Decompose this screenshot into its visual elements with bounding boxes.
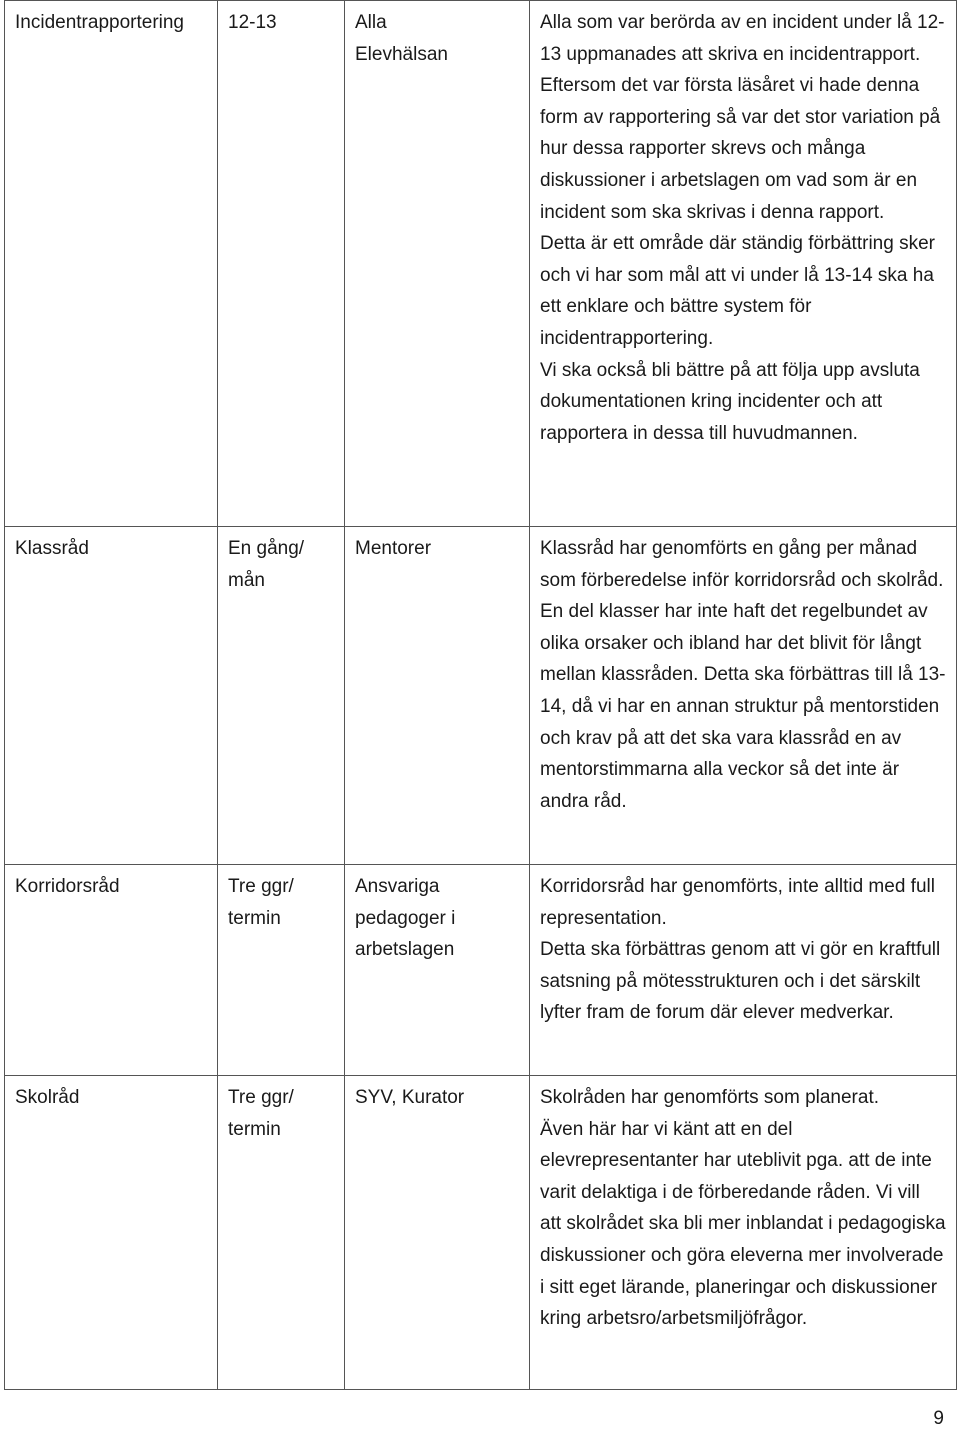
activity-cell: Korridorsråd xyxy=(5,865,218,1076)
table-row xyxy=(5,1076,957,1390)
comment-cell xyxy=(530,1,957,527)
responsible-cell xyxy=(345,527,530,865)
responsible-text: Mentorer xyxy=(355,538,432,559)
responsible-cell xyxy=(345,865,530,1076)
comment-paragraph: Detta är ett område där ständig förbättring sker och vi har som mål att vi under lå 13-14 ska ha ett enklare och bättre system för incidentrapportering. xyxy=(540,233,935,349)
responsible-cell xyxy=(345,1,530,527)
activity-cell: Klassråd xyxy=(5,527,218,865)
comment-paragraph: Vi ska också bli bättre på att följa upp avsluta dokumentationen kring incidenter och att rapportera in dessa till huvudmannen. xyxy=(540,359,920,444)
comment-paragraph: Klassråd har genomförts en gång per månad som förberedelse inför korridorsråd och skolråd. En del klasser har inte haft det regelbundet av olika orsaker och ibland har det blivit för långt mellan klassråden. Detta ska förbättras till lå 13-14, då vi har en annan struktur på mentorstiden och krav på att det ska vara klassråd en av mentorstimmarna alla veckor så det inte är andra råd. xyxy=(540,538,946,812)
frequency-cell: Tre ggr/ termin xyxy=(218,1076,345,1390)
comment-cell xyxy=(530,1076,957,1390)
responsible-text: Elevhälsan xyxy=(355,43,448,65)
table-row xyxy=(5,527,957,865)
responsible-text: SYV, Kurator xyxy=(355,1087,465,1108)
table-row xyxy=(5,865,957,1076)
activity-cell: Skolråd xyxy=(5,1076,218,1390)
page-number: 9 xyxy=(933,1408,944,1429)
comment-paragraph: Korridorsråd har genomförts, inte alltid med full representation. xyxy=(540,876,935,929)
comment-paragraph: Även här har vi känt att en del elevrepresentanter har uteblivit pga. att de inte varit delaktiga i de förberedande råden. Vi vill att skolrådet ska bli mer inblandat i pedagogiska diskussioner och göra eleverna mer involverade i sitt eget lärande, planeringar och diskussioner kring arbetsro/arbetsmiljöfrågor. xyxy=(540,1118,946,1330)
comment-paragraph: Detta ska förbättras genom att vi gör en kraftfull satsning på mötesstrukturen och i det särskilt lyfter fram de forum där elever medverkar. xyxy=(540,939,941,1024)
frequency-cell: Tre ggr/ termin xyxy=(218,865,345,1076)
comment-paragraph: Skolråden har genomförts som planerat. xyxy=(540,1087,880,1108)
responsible-text: Alla xyxy=(355,12,387,33)
frequency-cell: 12-13 xyxy=(218,1,345,527)
responsible-text: Ansvariga pedagoger i arbetslagen xyxy=(355,876,456,961)
activity-cell: Incidentrapportering xyxy=(5,1,218,527)
comment-paragraph: Alla som var berörda av en incident under lå 12-13 uppmanades att skriva en incidentrapport. Eftersom det var första läsåret vi hade denna form av rapportering så var det stor variation på hur dessa rapporter skrevs och många diskussioner i arbetslagen om vad som är en incident som ska skrivas i denna rapport. xyxy=(540,12,945,223)
frequency-cell: En gång/ mån xyxy=(218,527,345,865)
responsible-cell xyxy=(345,1076,530,1390)
comment-cell xyxy=(530,527,957,865)
activities-table xyxy=(4,0,957,1390)
comment-cell xyxy=(530,865,957,1076)
table-row xyxy=(5,1,957,527)
